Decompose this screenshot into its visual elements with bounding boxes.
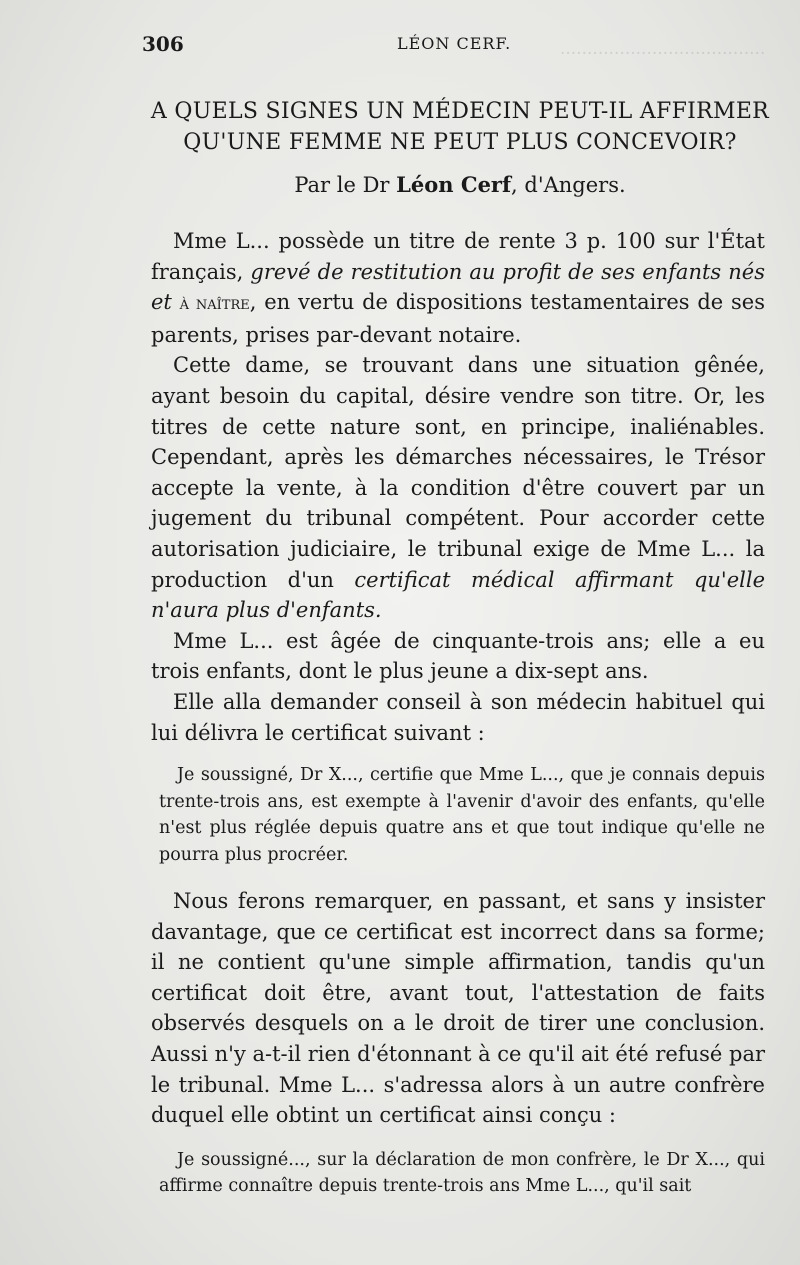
certificate-quote-2-text: Je soussigné..., sur la déclaration de mon confrère, le Dr X..., qui affirme connaître depuis trente-trois ans Mme L..., qu'il sait [159, 1149, 765, 1197]
page-header [142, 32, 762, 58]
article-body [151, 226, 765, 1218]
byline-author: Léon Cerf [396, 172, 512, 197]
certificate-quote-2 [151, 1147, 765, 1200]
paragraph-2-text: Cette dame, se trouvant dans une situation gênée, ayant besoin du capital, désire vendre son titre. Or, les titres de cette nature sont, en principe, inaliénables. Cependant, après les démarches nécessaires, le Trésor accepte la vente, à la condition d'être couvert par un jugement du tribunal compétent. Pour accorder cette autorisation judiciaire, le tribunal exige de Mme L... la production d'un [151, 353, 765, 592]
paragraph-1-text-b: , en vertu de dispositions testamentaires de ses parents, prises par-devant notaire. [151, 290, 765, 347]
paragraph-1-italic: grevé de restitution au profit de ses enfants nés et [151, 259, 765, 315]
paragraph-3: Mme L... est âgée de cinquante-trois ans; elle a eu trois enfants, dont le plus jeune a dix-sept ans. [151, 628, 765, 684]
page-number: 306 [142, 32, 184, 56]
byline [140, 172, 780, 197]
paragraph-4: Elle alla demander conseil à son médecin habituel qui lui délivra le certificat suivant : [151, 689, 765, 745]
paragraph-2 [151, 350, 765, 625]
running-title: LÉON CERF. [397, 34, 512, 53]
bleed-through-text: ······································ [560, 44, 766, 64]
byline-suffix: , d'Angers. [511, 173, 626, 197]
byline-prefix: Par le Dr [294, 173, 397, 197]
paragraph-2-italic: certificat médical affirmant qu'elle n'aura plus d'enfants. [151, 567, 765, 623]
title-line-1: A QUELS SIGNES UN MÉDECIN PEUT-IL AFFIRMER [150, 99, 770, 124]
certificate-quote-1-text: Je soussigné, Dr X..., certifie que Mme L..., que je connais depuis trente-trois ans, est exempte à l'avenir d'avoir des enfants, qu'elle n'est plus réglée depuis quatre ans et que tout indique qu'elle ne pourra plus procréer. [159, 765, 765, 865]
paragraph-1-smallcaps: à naître [179, 293, 250, 315]
paragraph-1 [151, 226, 765, 350]
paragraph-1-text-a: Mme L... possède un titre de rente 3 p. 100 sur l'État français, [151, 229, 765, 284]
paragraph-5: Nous ferons remarquer, en passant, et sans y insister davantage, que ce certificat est incorrect dans sa forme; il ne contient qu'une simple affirmation, tandis qu'un certificat doit être, avant tout, l'attestation de faits observés desquels on a le droit de tirer une conclusion. Aussi n'y a-t-il rien d'étonnant à ce qu'il ait été refusé par le tribunal. Mme L... s'adressa alors à un autre confrère duquel elle obtint un certificat ainsi conçu : [151, 889, 765, 1128]
title-line-2: QU'UNE FEMME NE PEUT PLUS CONCEVOIR? [183, 130, 737, 155]
article-title [140, 96, 780, 158]
certificate-quote-1 [151, 762, 765, 868]
